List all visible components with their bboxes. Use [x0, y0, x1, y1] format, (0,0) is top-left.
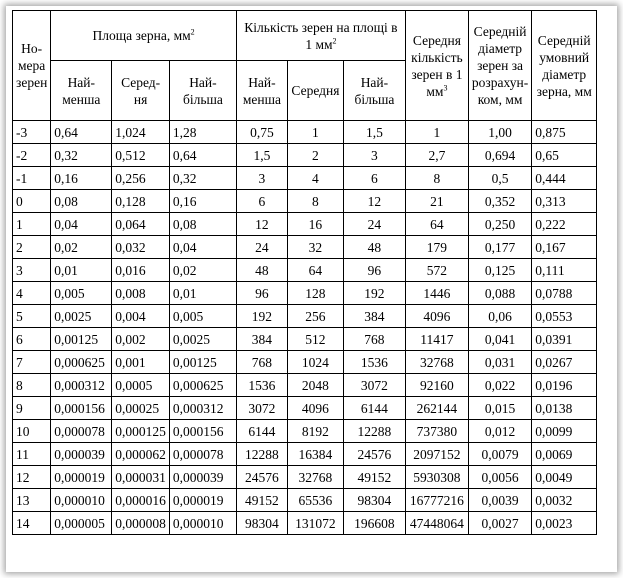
table-row: [13, 397, 597, 420]
table-row: [13, 443, 597, 466]
table-cell: 0,000078: [169, 443, 236, 466]
table-cell: -1: [13, 167, 51, 190]
table-cell: 0,512: [112, 144, 170, 167]
table-cell: 24576: [236, 466, 287, 489]
header-count-max: Най- більша: [343, 61, 405, 121]
table-cell: 0,02: [51, 236, 112, 259]
table-row: [13, 305, 597, 328]
table-cell: 0,000019: [169, 489, 236, 512]
table-cell: 11: [13, 443, 51, 466]
table-cell: 0,32: [51, 144, 112, 167]
table-cell: 1536: [343, 351, 405, 374]
table-cell: 48: [343, 236, 405, 259]
table-cell: 0,65: [532, 144, 597, 167]
table-cell: 0,0196: [532, 374, 597, 397]
table-cell: 0,002: [112, 328, 170, 351]
table-row: [13, 374, 597, 397]
table-cell: 0,0267: [532, 351, 597, 374]
table-cell: 4: [13, 282, 51, 305]
table-cell: 92160: [405, 374, 468, 397]
table-cell: 0,0032: [532, 489, 597, 512]
table-cell: 128: [287, 282, 343, 305]
table-cell: 64: [287, 259, 343, 282]
table-cell: 1446: [405, 282, 468, 305]
table-cell: 4096: [405, 305, 468, 328]
table-cell: 5930308: [405, 466, 468, 489]
table-cell: 0,0391: [532, 328, 597, 351]
table-cell: 1,024: [112, 121, 170, 144]
table-cell: 1,5: [236, 144, 287, 167]
table-cell: 0,0079: [468, 443, 531, 466]
table-cell: 9: [13, 397, 51, 420]
table-cell: 0,00025: [112, 397, 170, 420]
header-area-min: Най- менша: [51, 61, 112, 121]
header-count-mid: Середня: [287, 61, 343, 121]
table-cell: 32768: [287, 466, 343, 489]
table-cell: 0,015: [468, 397, 531, 420]
table-cell: 3072: [236, 397, 287, 420]
table-cell: 0,16: [169, 190, 236, 213]
table-cell: 1,00: [468, 121, 531, 144]
table-cell: 0,06: [468, 305, 531, 328]
table-cell: 49152: [343, 466, 405, 489]
table-cell: 24: [343, 213, 405, 236]
table-cell: 49152: [236, 489, 287, 512]
table-cell: 0,001: [112, 351, 170, 374]
table-cell: 8: [13, 374, 51, 397]
table-cell: 4096: [287, 397, 343, 420]
table-cell: 0,0069: [532, 443, 597, 466]
table-cell: 12288: [236, 443, 287, 466]
table-cell: 0,000019: [51, 466, 112, 489]
table-cell: 0,041: [468, 328, 531, 351]
table-cell: 0,167: [532, 236, 597, 259]
table-cell: 14: [13, 512, 51, 535]
table-cell: 0,022: [468, 374, 531, 397]
table-cell: 0,000005: [51, 512, 112, 535]
table-cell: 2,7: [405, 144, 468, 167]
header-area-mid: Серед- ня: [112, 61, 170, 121]
table-cell: 6: [343, 167, 405, 190]
table-cell: 0,222: [532, 213, 597, 236]
table-cell: 192: [236, 305, 287, 328]
table-cell: 0,00125: [169, 351, 236, 374]
table-row: [13, 236, 597, 259]
table-row: [13, 190, 597, 213]
table-cell: 0,0039: [468, 489, 531, 512]
table-cell: 0,0025: [169, 328, 236, 351]
table-cell: 65536: [287, 489, 343, 512]
table-cell: 1536: [236, 374, 287, 397]
table-cell: 24576: [343, 443, 405, 466]
header-grain-number: Но- мера зерен: [13, 11, 51, 121]
table-cell: 0,01: [51, 259, 112, 282]
table-cell: 768: [343, 328, 405, 351]
table-cell: 0,04: [51, 213, 112, 236]
table-row: [13, 144, 597, 167]
header-grain-area: Площа зерна, $мм^2$: [51, 11, 237, 61]
table-cell: 3072: [343, 374, 405, 397]
table-cell: 768: [236, 351, 287, 374]
table-cell: 6144: [343, 397, 405, 420]
table-cell: 8: [287, 190, 343, 213]
table-cell: 0,16: [51, 167, 112, 190]
table-cell: 0,000016: [112, 489, 170, 512]
table-cell: 192: [343, 282, 405, 305]
table-cell: 196608: [343, 512, 405, 535]
table-cell: 384: [236, 328, 287, 351]
table-cell: 11417: [405, 328, 468, 351]
table-cell: 3: [343, 144, 405, 167]
table-cell: 0,0138: [532, 397, 597, 420]
table-cell: 0,177: [468, 236, 531, 259]
table-cell: 1024: [287, 351, 343, 374]
table-row: [13, 167, 597, 190]
table-row: [13, 489, 597, 512]
table-cell: 0,000312: [51, 374, 112, 397]
table-row: [13, 420, 597, 443]
table-cell: 8192: [287, 420, 343, 443]
table-cell: 1: [405, 121, 468, 144]
table-cell: 32768: [405, 351, 468, 374]
table-cell: 0,0025: [51, 305, 112, 328]
table-cell: 0,250: [468, 213, 531, 236]
table-cell: 0,444: [532, 167, 597, 190]
table-cell: 0,5: [468, 167, 531, 190]
table-cell: 0: [13, 190, 51, 213]
table-cell: 6: [236, 190, 287, 213]
table-cell: 0,04: [169, 236, 236, 259]
table-cell: 2048: [287, 374, 343, 397]
table-cell: 1: [13, 213, 51, 236]
table-cell: 47448064: [405, 512, 468, 535]
table-cell: 0,088: [468, 282, 531, 305]
table-cell: 0,005: [169, 305, 236, 328]
table-row: [13, 121, 597, 144]
table-cell: 0,125: [468, 259, 531, 282]
grain-size-table: [12, 10, 597, 535]
header-avg-diameter-cond: Середній умовний діаметр зерна, мм: [532, 11, 597, 121]
table-cell: 12288: [343, 420, 405, 443]
table-cell: 98304: [343, 489, 405, 512]
table-cell: 0,004: [112, 305, 170, 328]
table-cell: 98304: [236, 512, 287, 535]
document-frame: [6, 6, 617, 572]
table-row: [13, 259, 597, 282]
table-cell: 8: [405, 167, 468, 190]
table-cell: -3: [13, 121, 51, 144]
table-row: [13, 466, 597, 489]
table-cell: -2: [13, 144, 51, 167]
table-cell: 0,75: [236, 121, 287, 144]
table-cell: 0,000039: [169, 466, 236, 489]
table-cell: 179: [405, 236, 468, 259]
table-cell: 0,0049: [532, 466, 597, 489]
table-cell: 10: [13, 420, 51, 443]
table-cell: 2097152: [405, 443, 468, 466]
table-cell: 0,032: [112, 236, 170, 259]
table-cell: 21: [405, 190, 468, 213]
table-cell: 262144: [405, 397, 468, 420]
table-cell: 64: [405, 213, 468, 236]
table-cell: 0,08: [169, 213, 236, 236]
table-cell: 2: [13, 236, 51, 259]
header-area-max: Най- більша: [169, 61, 236, 121]
table-cell: 1: [287, 121, 343, 144]
table-cell: 131072: [287, 512, 343, 535]
table-cell: 0,0099: [532, 420, 597, 443]
table-cell: 0,111: [532, 259, 597, 282]
table-cell: 0,000625: [51, 351, 112, 374]
table-cell: 0,02: [169, 259, 236, 282]
table-row: [13, 282, 597, 305]
table-cell: 0,000312: [169, 397, 236, 420]
table-body: [13, 121, 597, 535]
table-row: [13, 328, 597, 351]
table-cell: 1,28: [169, 121, 236, 144]
table-cell: 16384: [287, 443, 343, 466]
table-cell: 0,875: [532, 121, 597, 144]
table-cell: 0,694: [468, 144, 531, 167]
table-cell: 6: [13, 328, 51, 351]
table-row: [13, 512, 597, 535]
table-cell: 572: [405, 259, 468, 282]
table-cell: 0,00125: [51, 328, 112, 351]
table-cell: 0,000008: [112, 512, 170, 535]
table-cell: 512: [287, 328, 343, 351]
header-count-min: Най- менша: [236, 61, 287, 121]
table-cell: 4: [287, 167, 343, 190]
table-cell: 16: [287, 213, 343, 236]
table-cell: 0,000010: [169, 512, 236, 535]
table-cell: 0,0056: [468, 466, 531, 489]
table-cell: 0,32: [169, 167, 236, 190]
table-cell: 5: [13, 305, 51, 328]
header-grain-count: Кількість зерен на площі в 1 $мм^2$: [236, 11, 405, 61]
table-cell: 12: [236, 213, 287, 236]
header-avg-count: Середня кількість зерен в 1 $мм^3$: [405, 11, 468, 121]
table-cell: 0,008: [112, 282, 170, 305]
table-cell: 2: [287, 144, 343, 167]
table-cell: 0,64: [169, 144, 236, 167]
table-cell: 48: [236, 259, 287, 282]
table-cell: 0,128: [112, 190, 170, 213]
table-cell: 16777216: [405, 489, 468, 512]
table-cell: 737380: [405, 420, 468, 443]
table-cell: 96: [343, 259, 405, 282]
table-cell: 0,256: [112, 167, 170, 190]
table-row: [13, 213, 597, 236]
table-cell: 0,0788: [532, 282, 597, 305]
table-cell: 0,064: [112, 213, 170, 236]
table-cell: 0,000156: [169, 420, 236, 443]
table-cell: 0,352: [468, 190, 531, 213]
table-cell: 0,08: [51, 190, 112, 213]
table-cell: 0,0027: [468, 512, 531, 535]
table-cell: 0,0005: [112, 374, 170, 397]
table-cell: 7: [13, 351, 51, 374]
table-cell: 0,64: [51, 121, 112, 144]
table-cell: 384: [343, 305, 405, 328]
table-cell: 1,5: [343, 121, 405, 144]
table-cell: 0,005: [51, 282, 112, 305]
table-cell: 0,000062: [112, 443, 170, 466]
table-cell: 256: [287, 305, 343, 328]
table-cell: 0,000625: [169, 374, 236, 397]
table-cell: 0,000010: [51, 489, 112, 512]
table-cell: 0,0023: [532, 512, 597, 535]
table-cell: 0,313: [532, 190, 597, 213]
table-cell: 0,01: [169, 282, 236, 305]
table-cell: 12: [13, 466, 51, 489]
table-cell: 0,016: [112, 259, 170, 282]
table-cell: 13: [13, 489, 51, 512]
table-cell: 3: [236, 167, 287, 190]
table-cell: 12: [343, 190, 405, 213]
table-cell: 32: [287, 236, 343, 259]
table-cell: 0,031: [468, 351, 531, 374]
table-cell: 0,000156: [51, 397, 112, 420]
table-cell: 3: [13, 259, 51, 282]
table-cell: 0,000078: [51, 420, 112, 443]
table-row: [13, 351, 597, 374]
table-cell: 6144: [236, 420, 287, 443]
table-cell: 96: [236, 282, 287, 305]
header-avg-diameter-calc: Середній діаметр зерен за розрахун-ком, мм: [468, 11, 531, 121]
table-cell: 0,0553: [532, 305, 597, 328]
table-cell: 0,000125: [112, 420, 170, 443]
table-cell: 24: [236, 236, 287, 259]
table-cell: 0,000039: [51, 443, 112, 466]
table-cell: 0,000031: [112, 466, 170, 489]
table-cell: 0,012: [468, 420, 531, 443]
